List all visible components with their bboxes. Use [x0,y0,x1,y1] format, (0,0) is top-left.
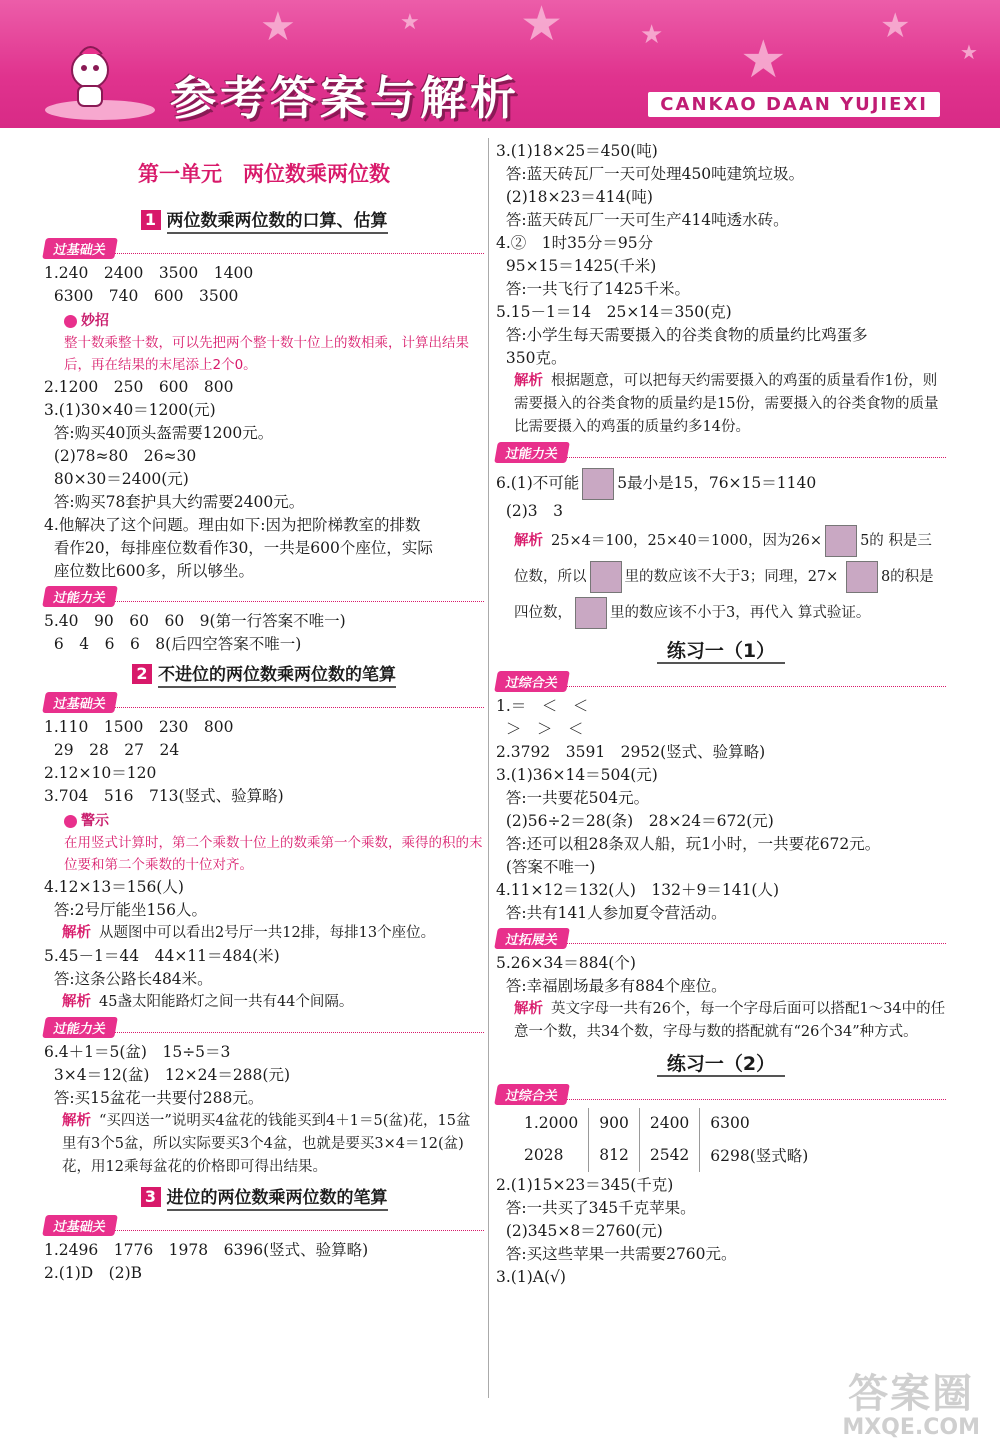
star-icon: ★ [880,6,911,46]
table-cell: 1.2000 [524,1114,579,1132]
analysis-block [496,370,946,439]
section-tag: 过基础关 [42,692,118,713]
table-cell: 2028 [524,1146,564,1164]
answer-line: 答:一共买了345千克苹果。 [496,1199,696,1217]
page-subtitle: CANKAO DAAN YUJIEXI [648,92,940,117]
answer-line: 答:一共要花504元。 [496,789,650,807]
answer-line: 座位数比600多，所以够坐。 [44,562,254,580]
watermark-text: 答案圈 [848,1371,975,1417]
answer-line: (2)345×8＝2760(元) [496,1222,663,1240]
table-cell: 900 [589,1108,640,1138]
analysis-text: 5的 [860,533,884,549]
section-tag: 过综合关 [494,1084,570,1105]
section-tag: 过拓展关 [494,928,570,949]
answer-line: 1.＝ ＜ ＜ [496,697,589,715]
mascot-illustration [40,40,160,120]
answer-line: (2)56÷2＝28(条) 28×24＝672(元) [496,812,774,830]
answer-line: 6 4 6 6 8(后四空答案不唯一) [44,635,302,653]
page-title: 参考答案与解析 [170,71,520,125]
analysis-text: 8的积是四位数， [514,569,934,621]
table-cell: 6300 [700,1108,819,1138]
blank-box [846,561,878,593]
tip-heading [44,810,484,832]
blank-box [575,597,607,629]
answer-line: 2.3792 3591 2952(竖式、验算略) [496,743,766,761]
answer-line: 2.(1)D (2)B [44,1264,143,1282]
section-tag: 过能力关 [42,1017,118,1038]
answer-line: 6300 740 600 3500 [44,287,239,305]
answer-line: 答:一共飞行了1425千米。 [496,280,691,298]
section-tag: 过综合关 [494,671,570,692]
answer-line: 答:买15盆花一共要付288元。 [44,1089,264,1107]
answer-line: 答:购买40顶头盔需要1200元。 [44,424,274,442]
answer-line: 3.(1)A(√) [496,1268,566,1286]
answer-line: 2.1200 250 600 800 [44,378,234,396]
answer-line: (答案不唯一) [496,858,596,876]
section-tag-row [44,1215,484,1237]
answer-line: 5.26×34＝884(个) [496,954,636,972]
answer-line: 5.45－1＝44 44×11＝484(米) [44,947,280,965]
watermark [842,1373,980,1440]
answer-line: 答:幸福剧场最多有884个座位。 [496,977,727,995]
answer-line: 答:小学生每天需要摄入的谷类食物的质量约比鸡蛋多 [496,326,868,344]
table-row [514,1138,818,1172]
lesson-title: 两位数乘两位数的口算、估算 [167,206,388,234]
answer-line: (2)78≈80 26≈30 [44,447,197,465]
analysis-text: 从题图中可以看出2号厅一共12排，每排13个座位。 [99,925,436,941]
answer-line: 答:2号厅能坐156人。 [44,901,208,919]
analysis-text: 根据题意，可以把每天约需要摄入的鸡蛋的质量看作1份，则需要摄入的谷类食物的质量约是15份，需要摄入的谷类食物的质量比需要摄入的鸡蛋的质量约多14份。 [514,373,939,435]
tip-title: 妙招 [81,313,109,329]
analysis-label: 解析 [514,373,543,389]
left-column [44,140,484,1285]
unit-title: 第一单元 两位数乘两位数 [138,162,390,186]
section-tag-row [496,442,946,464]
answer-text: 6.(1)不可能 [496,474,580,492]
watermark-url: MXQE.COM [842,1415,980,1440]
analysis-block [496,998,946,1044]
answer-line: 1.240 2400 3500 1400 [44,264,254,282]
answer-line: 29 28 27 24 [44,741,180,759]
table-cell: 2542 [639,1138,699,1172]
answer-line: 答:购买78套护具大约需要2400元。 [44,493,305,511]
analysis-label: 解析 [62,994,91,1010]
magnifier-icon [64,315,77,328]
answer-line: 2.(1)15×23＝345(千克) [496,1176,674,1194]
section-tag: 过基础关 [42,238,118,259]
section-tag-row [44,692,484,714]
lesson-number: 1 [141,210,161,230]
star-icon: ★ [400,10,420,35]
section-tag: 过能力关 [42,586,118,607]
section-tag-row [44,238,484,260]
analysis-block [44,1110,484,1179]
analysis-block [496,523,946,631]
lesson-heading [44,206,484,234]
section-tag-row [44,586,484,608]
star-icon: ★ [520,0,564,52]
star-icon: ★ [640,20,664,50]
answer-line: 3×4＝12(盆) 12×24＝288(元) [44,1066,290,1084]
magnifier-icon [64,815,77,828]
blank-box [582,468,614,500]
analysis-text: “买四送一”说明买4盆花的钱能买到4＋1＝5(盆)花，15盆里有3个5盆，所以实际要买3个4盆，也就是要买3×4＝12(盆)花，用12乘每盆花的价格即可得出结果。 [62,1113,471,1175]
analysis-text: 英文字母一共有26个，每一个字母后面可以搭配1～34中的任意一个数，共34个数，字母与数的搭配就有“26个34”种方式。 [514,1001,946,1040]
section-tag-row [496,1084,946,1106]
answer-line: 3.(1)30×40＝1200(元) [44,401,216,419]
lesson-title: 不进位的两位数乘两位数的笔算 [158,660,396,688]
table-cell: 812 [589,1138,640,1172]
answer-line: 3.704 516 713(竖式、验算略) [44,787,284,805]
lesson-number: 2 [132,664,152,684]
blank-box [825,525,857,557]
answer-text: 5最小是15，76×15＝1140 [617,474,817,492]
analysis-label: 解析 [514,533,543,549]
column-divider [488,138,489,1398]
answer-line: 答:买这些苹果一共需要2760元。 [496,1245,737,1263]
section-tag-row [496,928,946,950]
table-cell: 2400 [639,1108,699,1138]
section-tag-row [44,1017,484,1039]
analysis-block [44,991,484,1014]
practice-title: 练习一（2） [657,1053,785,1077]
analysis-text: 里的数应该不小于3，再代入 [610,605,794,621]
practice-heading [496,635,946,667]
answer-line: 95×15＝1425(千米) [496,257,657,275]
answer-line: ＞ ＞ ＜ [496,720,584,738]
answer-line: (2)18×23＝414(吨) [496,188,653,206]
analysis-text: 积是三位数，所以 [514,533,932,585]
answer-line: 1.110 1500 230 800 [44,718,234,736]
analysis-text: 45盏太阳能路灯之间一共有44个间隔。 [99,994,354,1010]
answer-line: 3.(1)36×14＝504(元) [496,766,658,784]
answer-line: 答:共有141人参加夏令营活动。 [496,904,727,922]
analysis-label: 解析 [62,925,91,941]
answer-line: 4.② 1时35分＝95分 [496,234,654,252]
answer-line: 看作20，每排座位数看作30，一共是600个座位，实际 [44,539,433,557]
answer-line: 80×30＝2400(元) [44,470,189,488]
tip-text: 在用竖式计算时，第二个乘数十位上的数乘第一个乘数，乘得的积的末位要和第二个乘数的十位对齐。 [64,835,483,873]
answer-line: (2)3 3 [496,502,564,520]
tip-heading [44,310,484,332]
answer-line: 2.12×10＝120 [44,764,157,782]
answer-line: 答:蓝天砖瓦厂一天可处理450吨建筑垃圾。 [496,165,805,183]
table-cell: 6298(竖式略) [700,1138,819,1172]
answer-line: 5.15－1＝14 25×14＝350(克) [496,303,732,321]
answer-line: 1.2496 1776 1978 6396(竖式、验算略) [44,1241,369,1259]
analysis-text: 算式验证。 [797,605,871,621]
practice-heading [496,1048,946,1080]
table-row [514,1108,818,1138]
analysis-label: 解析 [514,1001,543,1017]
analysis-text: 里的数应该不大于3；同理，27× [624,569,839,585]
answer-line: 5.40 90 60 60 9(第一行答案不唯一) [44,612,346,630]
blank-box [590,561,622,593]
lesson-heading [44,660,484,688]
lesson-title: 进位的两位数乘两位数的笔算 [167,1183,388,1211]
tip-text: 整十数乘整十数，可以先把两个整十数十位上的数相乘，计算出结果后，再在结果的末尾添上2个0。 [64,335,469,373]
answer-line: 答:这条公路长484米。 [44,970,213,988]
analysis-label: 解析 [62,1113,91,1129]
answer-line: 3.(1)18×25＝450(吨) [496,142,658,160]
tip-title: 警示 [81,813,109,829]
analysis-block [44,922,484,945]
page-header [0,0,1000,128]
lesson-heading [44,1183,484,1211]
answer-line: 350克。 [496,349,567,367]
section-tag: 过能力关 [494,442,570,463]
lesson-number: 3 [141,1187,161,1207]
star-icon: ★ [740,30,787,90]
answer-line: 4.11×12＝132(人) 132＋9＝141(人) [496,881,780,899]
answer-line: 答:蓝天砖瓦厂一天可生产414吨透水砖。 [496,211,789,229]
analysis-text: 25×4＝100，25×40＝1000，因为26× [551,533,823,549]
star-icon: ★ [260,4,296,50]
answer-line [496,466,946,500]
answer-line: 答:还可以租28条双人船，玩1小时，一共要花672元。 [496,835,881,853]
answer-line: 6.4＋1＝5(盆) 15÷5＝3 [44,1043,231,1061]
star-icon: ★ [960,40,978,64]
section-tag: 过基础关 [42,1215,118,1236]
right-column [496,140,946,1289]
section-tag-row [496,671,946,693]
answer-table [514,1108,818,1172]
answer-line: 4.他解决了这个问题。理由如下:因为把阶梯教室的排数 [44,516,421,534]
answer-line: 4.12×13＝156(人) [44,878,184,896]
practice-title: 练习一（1） [657,640,785,664]
